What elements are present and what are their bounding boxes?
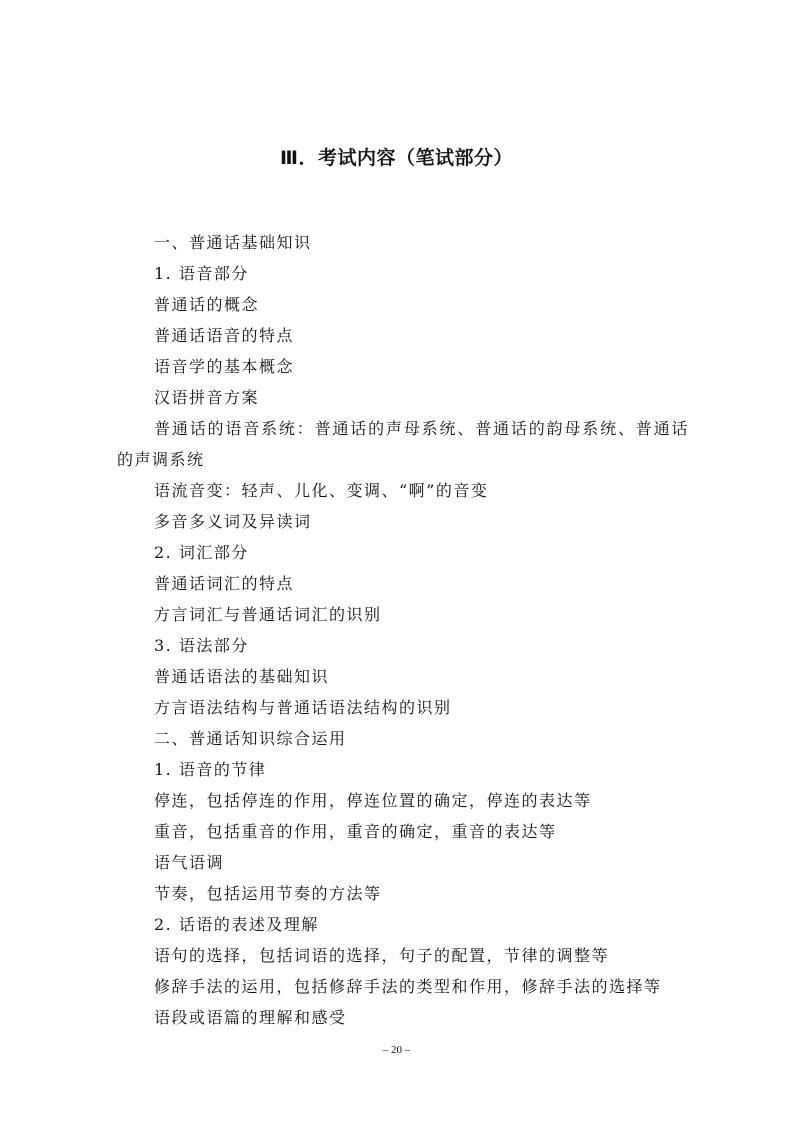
subheading-rhythm: 1. 语音的节律 bbox=[154, 760, 267, 779]
list-item: 重音，包括重音的作用，重音的确定，重音的表达等 bbox=[154, 822, 557, 841]
list-item: 语流音变：轻声、儿化、变调、“啊”的音变 bbox=[154, 481, 489, 500]
content-body bbox=[117, 227, 689, 1033]
list-item: 普通话语音的特点 bbox=[154, 326, 295, 345]
list-item: 方言词汇与普通话词汇的识别 bbox=[154, 605, 382, 624]
list-item: 语段或语篇的理解和感受 bbox=[154, 1008, 347, 1027]
list-item: 节奏，包括运用节奏的方法等 bbox=[154, 884, 382, 903]
list-item: 普通话的概念 bbox=[154, 295, 260, 314]
list-item: 多音多义词及异读词 bbox=[154, 512, 312, 531]
list-item-phonetic-system: 普通话的语音系统：普通话的声母系统、普通话的韵母系统、普通话 bbox=[154, 419, 689, 438]
list-item: 修辞手法的运用，包括修辞手法的类型和作用，修辞手法的选择等 bbox=[154, 977, 662, 996]
list-item: 语音学的基本概念 bbox=[154, 357, 295, 376]
list-item: 普通话语法的基础知识 bbox=[154, 667, 330, 686]
subheading-grammar: 3. 语法部分 bbox=[154, 636, 249, 655]
page-number: – 20 – bbox=[382, 1044, 411, 1056]
list-item: 停连，包括停连的作用，停连位置的确定，停连的表达等 bbox=[154, 791, 592, 810]
list-item: 普通话词汇的特点 bbox=[154, 574, 295, 593]
section-title: Ⅲ．考试内容（笔试部分） bbox=[280, 147, 513, 169]
heading-comprehensive-use: 二、普通话知识综合运用 bbox=[154, 729, 347, 748]
heading-basic-knowledge: 一、普通话基础知识 bbox=[154, 233, 312, 252]
subheading-expression: 2. 话语的表述及理解 bbox=[154, 915, 319, 934]
list-item-phonetic-system-continued: 的声调系统 bbox=[117, 450, 205, 469]
list-item: 汉语拼音方案 bbox=[154, 388, 260, 407]
list-item: 方言语法结构与普通话语法结构的识别 bbox=[154, 698, 452, 717]
subheading-phonetics: 1. 语音部分 bbox=[154, 264, 249, 283]
list-item: 语气语调 bbox=[154, 853, 225, 872]
subheading-vocabulary: 2. 词汇部分 bbox=[154, 543, 249, 562]
list-item: 语句的选择，包括词语的选择，句子的配置，节律的调整等 bbox=[154, 946, 610, 965]
